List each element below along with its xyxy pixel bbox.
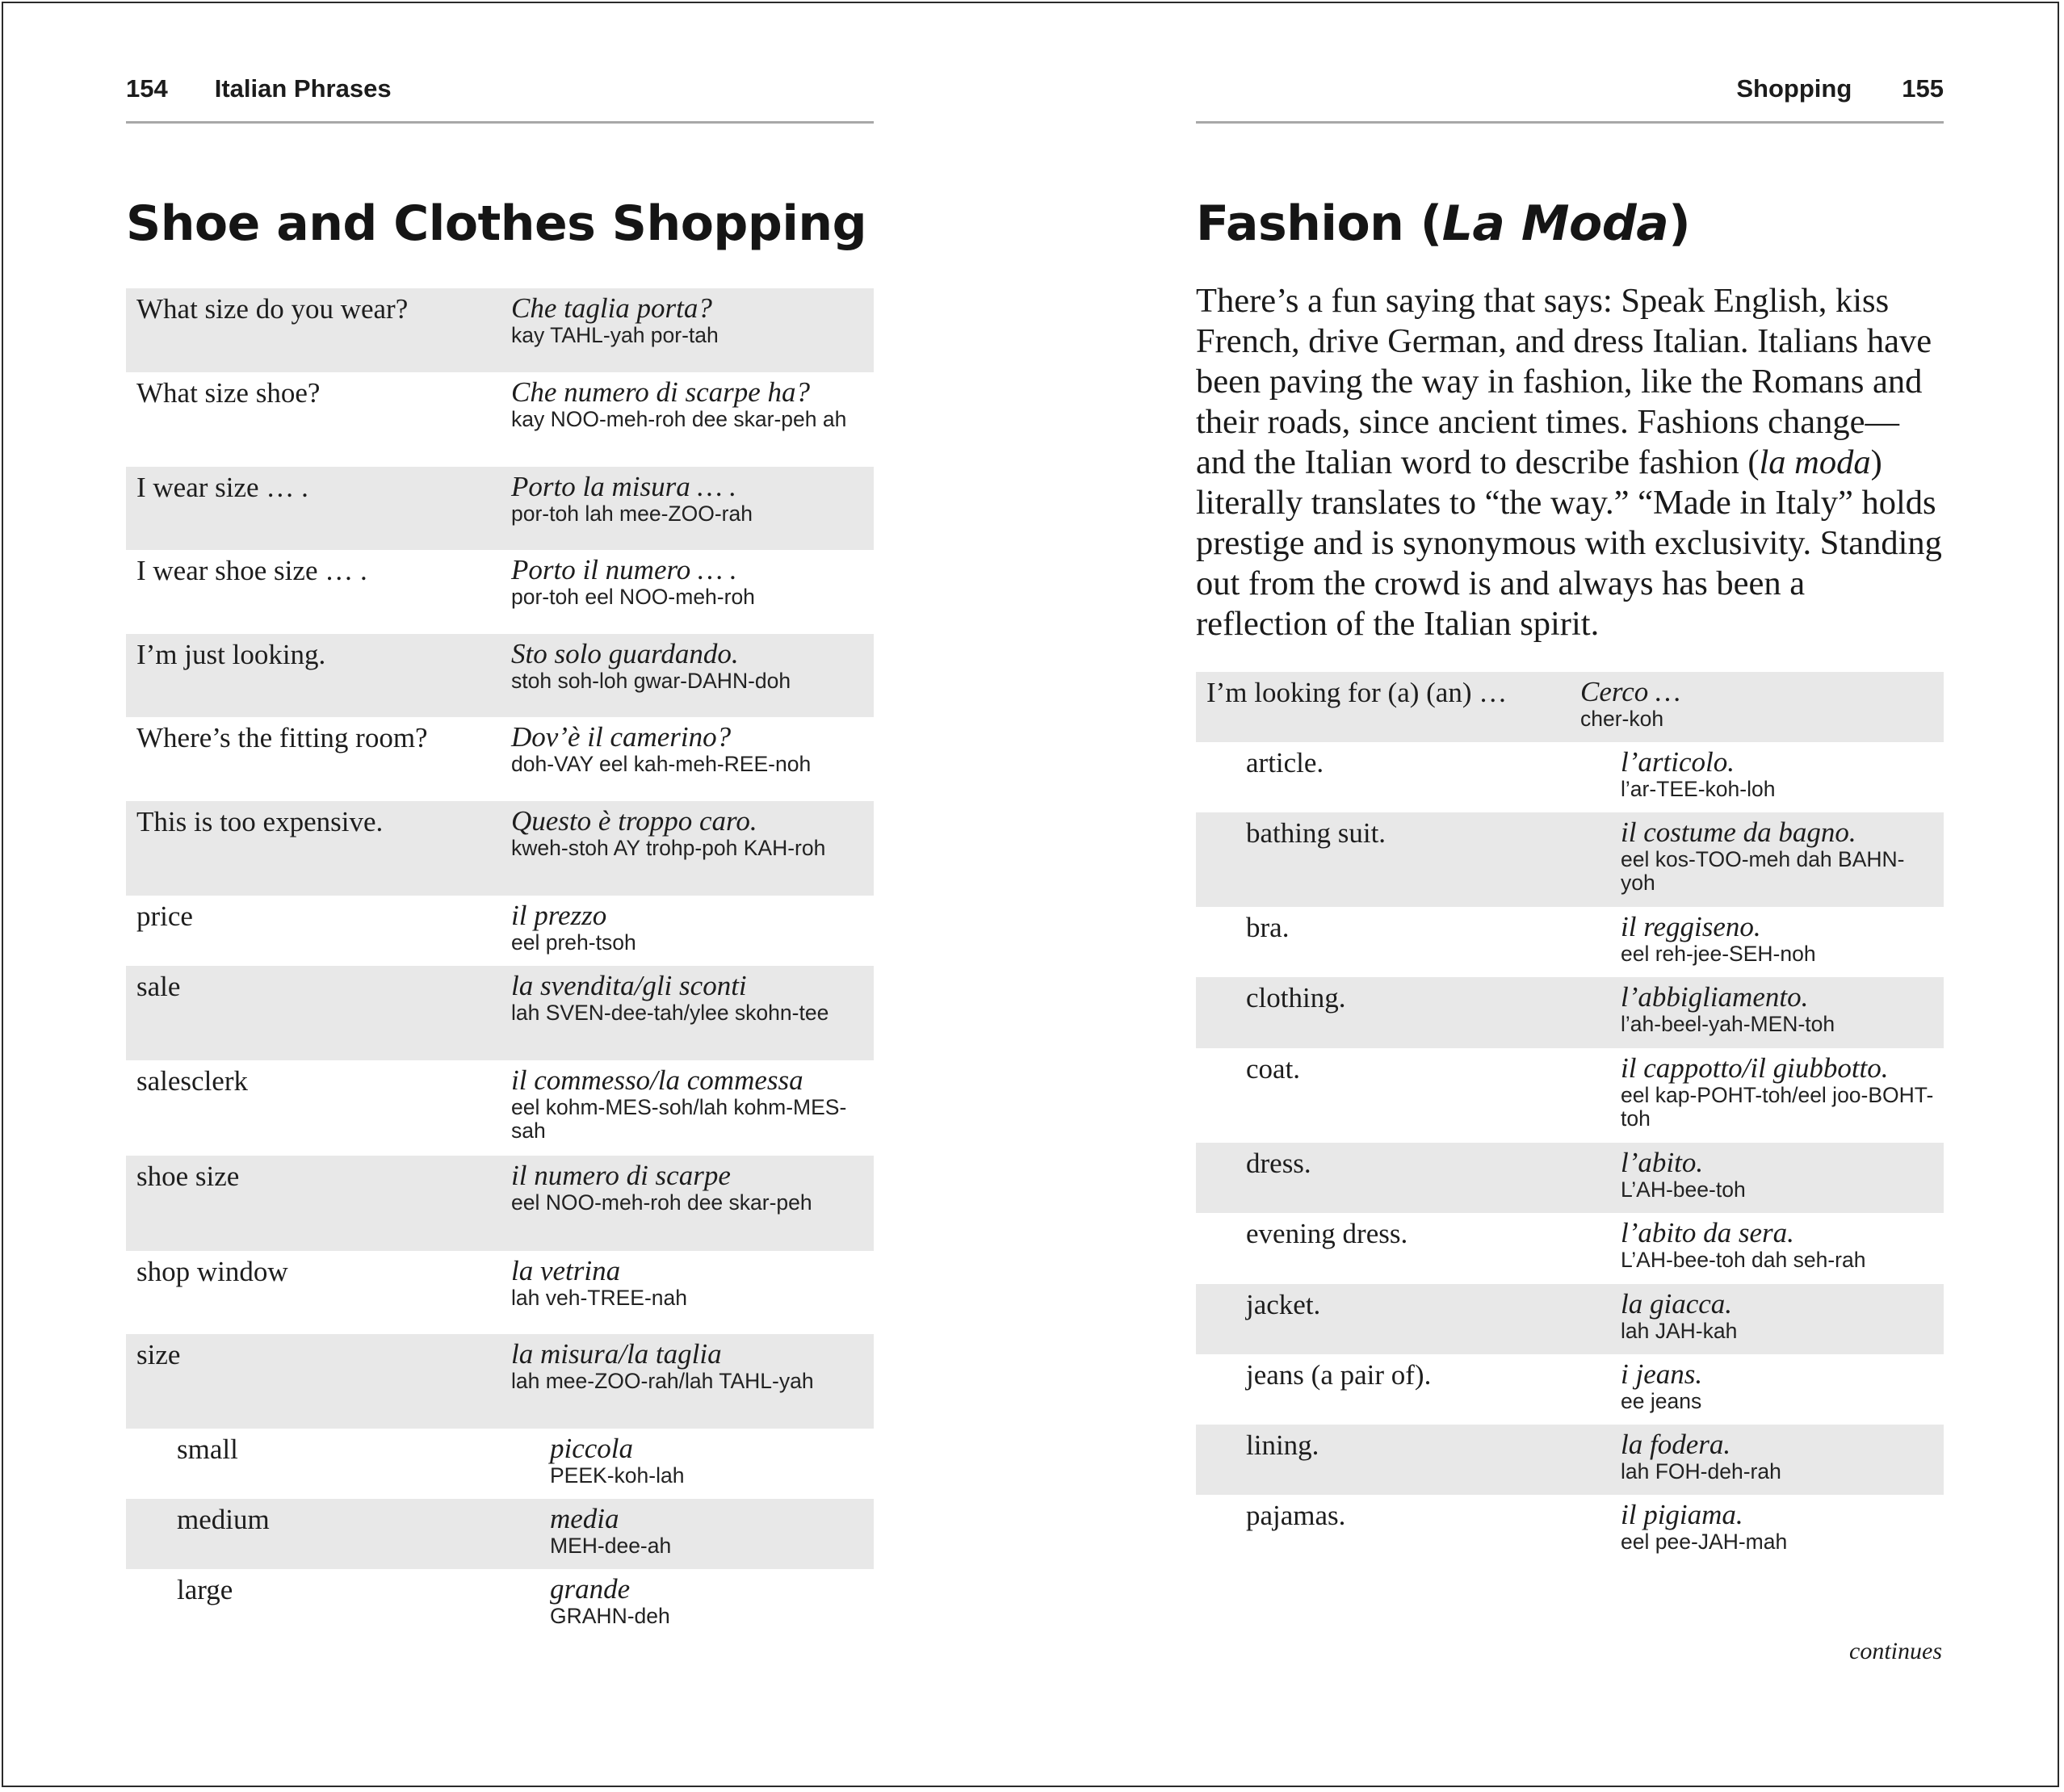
- english-phrase: clothing.: [1246, 982, 1346, 1014]
- italian-phrase: la giacca.: [1621, 1288, 1733, 1320]
- section-heading: [1196, 195, 1690, 252]
- english-phrase: What size do you wear?: [136, 293, 409, 325]
- english-phrase: price: [136, 900, 193, 932]
- english-phrase: I wear shoe size … .: [136, 555, 367, 586]
- english-phrase: I’m looking for (a) (an) …: [1206, 677, 1508, 708]
- table-row: [126, 550, 874, 634]
- table-row: [1196, 1354, 1944, 1425]
- table-row: [126, 1499, 874, 1569]
- italian-cell: [1621, 1359, 1937, 1413]
- italian-phrase: la misura/la taglia: [511, 1338, 722, 1370]
- table-row: [126, 1569, 874, 1639]
- italian-phrase: il costume da bagno.: [1621, 816, 1856, 848]
- italian-phrase: l’abito da sera.: [1621, 1217, 1794, 1249]
- pronunciation: lah mee-ZOO-rah/lah TAHL-yah: [511, 1369, 814, 1393]
- table-row: [126, 1334, 874, 1429]
- pronunciation: PEEK-koh-lah: [550, 1463, 685, 1488]
- table-row: [126, 717, 874, 801]
- italian-cell: [511, 806, 866, 860]
- pronunciation: por-toh lah mee-ZOO-rah: [511, 502, 753, 526]
- pronunciation: lah JAH-kah: [1621, 1319, 1738, 1343]
- table-row: [126, 1060, 874, 1156]
- italian-cell: [511, 1339, 866, 1393]
- english-phrase: This is too expensive.: [136, 806, 384, 837]
- italian-cell: [1621, 1429, 1937, 1484]
- italian-phrase: la vetrina: [511, 1255, 621, 1286]
- table-row: [1196, 907, 1944, 977]
- italian-phrase: media: [550, 1503, 619, 1534]
- table-row: [126, 966, 874, 1060]
- pronunciation: eel NOO-meh-roh dee skar-peh: [511, 1190, 812, 1215]
- intro-text-end: ) literally translates to “the way.” “Made in Italy” holds prestige and is synonymous with exclusivity. Standing out from the crowd is and always has been a reflection of the Italian spirit.: [1196, 443, 1942, 643]
- pronunciation: por-toh eel NOO-meh-roh: [511, 585, 755, 609]
- italian-cell: [1621, 1289, 1937, 1343]
- intro-text: There’s a fun saying that says: Speak English, kiss French, drive German, and dress Italian. Italians have been paving the way in fashion, like the Romans and their roads, since ancient times. Fashions change—and the Italian word to describe fashion (: [1196, 282, 1932, 481]
- english-phrase: jeans (a pair of).: [1246, 1359, 1432, 1391]
- italian-phrase: Che numero di scarpe ha?: [511, 376, 811, 408]
- pronunciation: kay NOO-meh-roh dee skar-peh ah: [511, 407, 847, 431]
- pronunciation: lah SVEN-dee-tah/ylee skohn-tee: [511, 1001, 829, 1025]
- pronunciation: doh-VAY eel kah-meh-REE-noh: [511, 752, 812, 776]
- italian-cell: [511, 639, 866, 693]
- italian-cell: [1621, 817, 1937, 895]
- italian-phrase: il prezzo: [511, 900, 607, 931]
- italian-phrase: il cappotto/il giubbotto.: [1621, 1052, 1889, 1084]
- english-phrase: shoe size: [136, 1160, 240, 1192]
- page-number: 154: [126, 74, 168, 103]
- italian-cell: [511, 722, 866, 776]
- page-number: 155: [1902, 74, 1944, 103]
- running-title: Italian Phrases: [214, 74, 392, 103]
- english-phrase: pajamas.: [1246, 1500, 1346, 1531]
- italian-phrase: i jeans.: [1621, 1358, 1703, 1390]
- italian-cell: [550, 1574, 866, 1628]
- italian-phrase: Sto solo guardando.: [511, 638, 739, 669]
- phrase-table-shoes-clothes: [126, 288, 874, 1639]
- table-row: [126, 372, 874, 467]
- italian-cell: [1621, 747, 1937, 801]
- table-row: [126, 1429, 874, 1499]
- italian-phrase: la fodera.: [1621, 1429, 1731, 1460]
- english-phrase: article.: [1246, 747, 1324, 778]
- italian-cell: [1621, 1500, 1937, 1554]
- italian-phrase: la svendita/gli sconti: [511, 970, 747, 1001]
- table-row: [1196, 812, 1944, 907]
- italian-phrase: l’abbigliamento.: [1621, 981, 1809, 1013]
- italian-phrase: il pigiama.: [1621, 1499, 1743, 1530]
- book-spread: [2, 2, 2059, 1787]
- pronunciation: kay TAHL-yah por-tah: [511, 323, 719, 347]
- italian-cell: [1621, 1148, 1937, 1202]
- italian-phrase: il commesso/la commessa: [511, 1064, 803, 1096]
- english-phrase: I wear size … .: [136, 472, 308, 503]
- italian-cell: [511, 971, 866, 1025]
- italian-cell: [1621, 1053, 1937, 1131]
- english-phrase: I’m just looking.: [136, 639, 326, 670]
- english-phrase: Where’s the fitting room?: [136, 722, 428, 753]
- pronunciation: kweh-stoh AY trohp-poh KAH-roh: [511, 836, 826, 860]
- pronunciation: eel kap-POHT-toh/eel joo-BOHT-toh: [1621, 1083, 1934, 1131]
- running-title: Shopping: [1736, 74, 1852, 103]
- pronunciation: eel reh-jee-SEH-noh: [1621, 942, 1816, 966]
- pronunciation: lah veh-TREE-nah: [511, 1286, 687, 1310]
- english-phrase: coat.: [1246, 1053, 1301, 1085]
- italian-phrase: Porto la misura … .: [511, 471, 737, 502]
- english-phrase: small: [177, 1433, 238, 1465]
- italian-cell: [511, 900, 866, 955]
- table-row: [1196, 1213, 1944, 1284]
- section-heading: Shoe and Clothes Shopping: [126, 195, 867, 252]
- italian-cell: [511, 377, 866, 431]
- english-phrase: dress.: [1246, 1148, 1311, 1179]
- italian-cell: [511, 555, 866, 609]
- italian-cell: [511, 293, 866, 347]
- italian-cell: [511, 1065, 866, 1143]
- pronunciation: L’AH-bee-toh: [1621, 1177, 1746, 1202]
- english-phrase: bra.: [1246, 912, 1290, 943]
- table-row: [1196, 1495, 1944, 1565]
- table-row: [126, 801, 874, 896]
- running-head-right: [1196, 74, 1944, 124]
- heading-italic: La Moda: [1441, 195, 1669, 252]
- italian-phrase: il numero di scarpe: [511, 1160, 731, 1191]
- heading-prefix: Fashion (: [1196, 195, 1442, 252]
- italian-cell: [550, 1433, 866, 1488]
- english-phrase: What size shoe?: [136, 377, 321, 409]
- english-phrase: medium: [177, 1504, 270, 1535]
- table-row: [126, 1251, 874, 1334]
- pronunciation: eel pee-JAH-mah: [1621, 1530, 1788, 1554]
- table-row: [1196, 742, 1944, 812]
- english-phrase: large: [177, 1574, 233, 1605]
- pronunciation: eel kos-TOO-meh dah BAHN-yoh: [1621, 847, 1905, 895]
- english-phrase: jacket.: [1246, 1289, 1321, 1320]
- pronunciation: eel preh-tsoh: [511, 930, 636, 955]
- italian-cell: [1621, 1218, 1937, 1272]
- intro-italic-term: la moda: [1759, 443, 1871, 481]
- italian-phrase: Questo è troppo caro.: [511, 805, 757, 837]
- pronunciation: l’ar-TEE-koh-loh: [1621, 777, 1776, 801]
- pronunciation: cher-koh: [1580, 707, 1664, 731]
- phrase-table-fashion: [1196, 672, 1944, 1565]
- italian-phrase: grande: [550, 1573, 631, 1605]
- table-row: [1196, 1048, 1944, 1143]
- continues-note: continues: [1849, 1638, 1942, 1664]
- table-row: [1196, 1143, 1944, 1213]
- table-row: [126, 1156, 874, 1251]
- table-row: [1196, 672, 1944, 742]
- english-phrase: sale: [136, 971, 181, 1002]
- italian-phrase: Porto il numero … .: [511, 554, 737, 585]
- pronunciation: lah FOH-deh-rah: [1621, 1459, 1781, 1484]
- italian-phrase: l’articolo.: [1621, 746, 1735, 778]
- italian-phrase: il reggiseno.: [1621, 911, 1761, 942]
- intro-paragraph: [1196, 281, 1944, 644]
- pronunciation: l’ah-beel-yah-MEN-toh: [1621, 1012, 1835, 1036]
- italian-cell: [1580, 677, 1936, 731]
- pronunciation: GRAHN-deh: [550, 1604, 670, 1628]
- table-row: [126, 288, 874, 372]
- running-head-left: [126, 74, 874, 124]
- pronunciation: L’AH-bee-toh dah seh-rah: [1621, 1248, 1866, 1272]
- english-phrase: evening dress.: [1246, 1218, 1408, 1249]
- english-phrase: shop window: [136, 1256, 288, 1287]
- table-row: [1196, 1425, 1944, 1495]
- pronunciation: eel kohm-MES-soh/lah kohm-MES-sah: [511, 1095, 847, 1143]
- table-row: [126, 634, 874, 717]
- italian-cell: [1621, 982, 1937, 1036]
- pronunciation: stoh soh-loh gwar-DAHN-doh: [511, 669, 791, 693]
- table-row: [1196, 977, 1944, 1048]
- english-phrase: bathing suit.: [1246, 817, 1386, 849]
- italian-cell: [511, 1160, 866, 1215]
- italian-phrase: piccola: [550, 1433, 634, 1464]
- italian-phrase: l’abito.: [1621, 1147, 1704, 1178]
- table-row: [1196, 1284, 1944, 1354]
- table-row: [126, 896, 874, 966]
- english-phrase: size: [136, 1339, 181, 1370]
- pronunciation: ee jeans: [1621, 1389, 1702, 1413]
- table-row: [126, 467, 874, 550]
- heading-suffix: ): [1668, 195, 1691, 252]
- english-phrase: salesclerk: [136, 1065, 248, 1097]
- italian-phrase: Che taglia porta?: [511, 292, 712, 324]
- italian-phrase: Cerco …: [1580, 676, 1681, 707]
- italian-cell: [511, 1256, 866, 1310]
- italian-cell: [550, 1504, 866, 1558]
- pronunciation: MEH-dee-ah: [550, 1534, 672, 1558]
- italian-cell: [511, 472, 866, 526]
- italian-phrase: Dov’è il camerino?: [511, 721, 732, 753]
- english-phrase: lining.: [1246, 1429, 1319, 1461]
- italian-cell: [1621, 912, 1937, 966]
